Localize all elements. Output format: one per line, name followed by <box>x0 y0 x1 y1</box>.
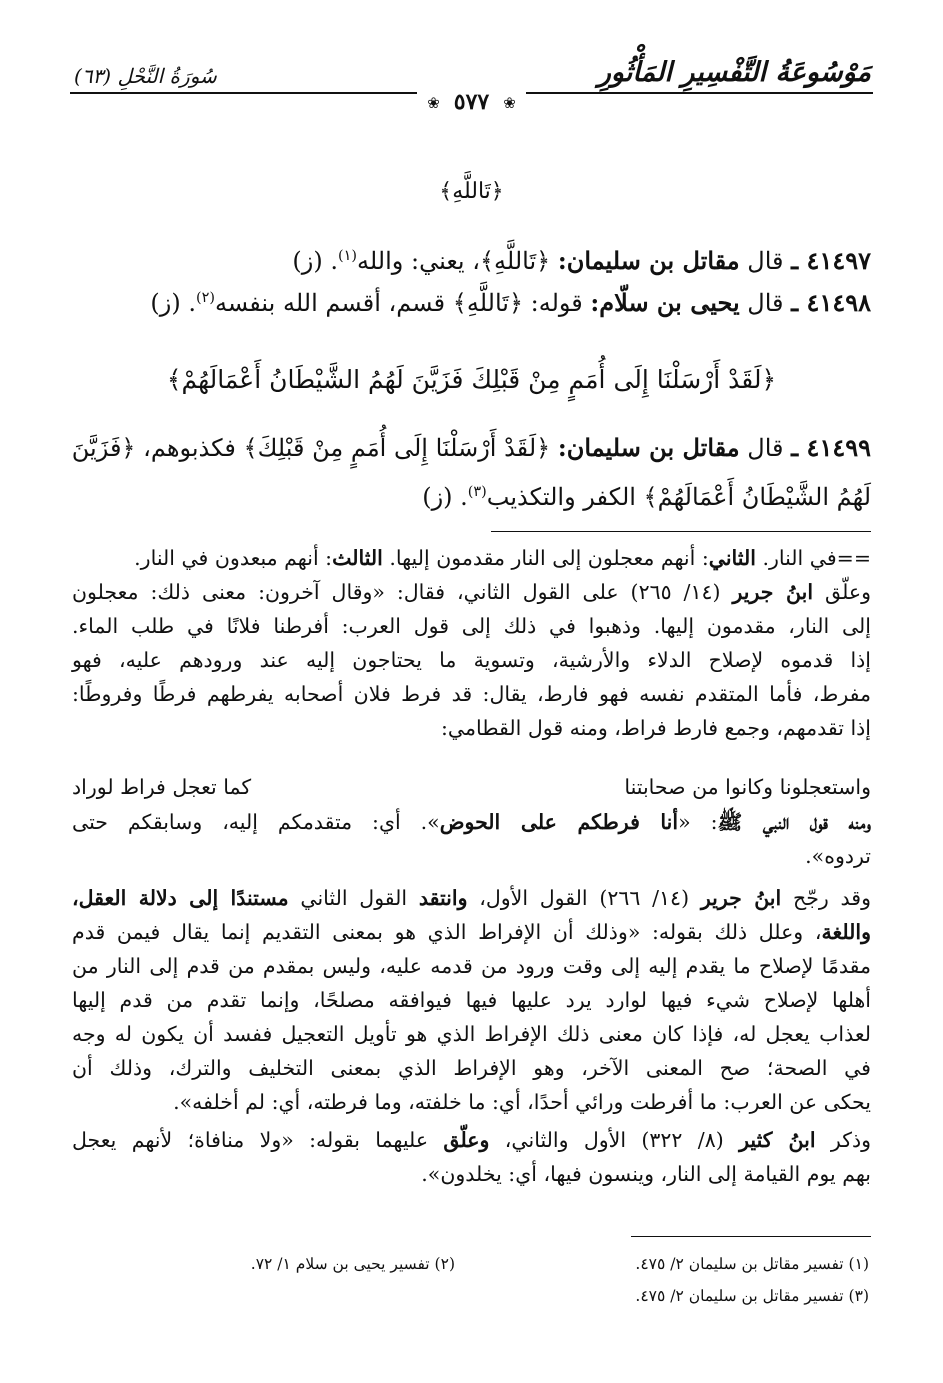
commentary-line: في الصحة؛ صح المعنى الآخر، وهو الإفراط الذي بمعنى التخليف والترك، وذلك أن <box>72 1056 871 1080</box>
entry-source-tag: . (ز) <box>150 289 196 317</box>
entry-text: لَهُمُ الشَّيْطَانُ أَعْمَالَهُمْ﴾ الكفر والتكذيب <box>486 483 871 511</box>
text-run-bold: وانتقد <box>418 886 468 910</box>
text-run: : أنهم معجلون إلى النار مقدمون إليها. <box>382 546 709 570</box>
footnote-separator <box>631 1236 871 1237</box>
text-run: ==في النار. <box>755 546 871 570</box>
page-number-block <box>0 88 943 117</box>
entry-text: ﴿لَقَدْ أَرْسَلْنَا إِلَى أُمَمٍ مِنْ قَبْلِكَ﴾ فكذبوهم، ﴿فَزَيَّنَ <box>71 434 551 462</box>
text-run: وقد رجّح <box>781 886 871 910</box>
entry-text: قوله: ﴿تَاللَّهِ﴾ قسم، أقسم الله بنفسه <box>214 289 583 317</box>
commentary-line <box>72 576 871 610</box>
narrator-name: مقاتل بن سليمان: <box>557 433 740 462</box>
commentary-line: تردوه». <box>805 844 871 868</box>
commentary-line: إذا قدموه لإصلاح الدلاء والأرشية، وتسوية ما يحتاجون إليه عند ورودهم عليه، فهو <box>72 648 871 672</box>
entry-source-tag: . (ز) <box>292 247 338 275</box>
text-run: (١٤/ ٢٦٦) القول الأول، <box>467 886 701 910</box>
text-run: وعلّق <box>813 580 871 604</box>
commentary-line: مفرط، فأما المتقدم نفسه فهو فارط، يقال: قد فرط فلان أصحابه يفرطهم فرطًا وفروطًا: <box>72 682 871 706</box>
commentary-separator <box>491 531 871 532</box>
text-run-bold: ابنُ جرير <box>700 886 782 910</box>
text-run: : « <box>678 810 718 834</box>
text-run-bold: واللغة <box>821 920 871 944</box>
text-run-bold: ابنُ كثير <box>739 1128 816 1152</box>
text-run-bold: مستندًا إلى دلالة العقل، <box>72 886 289 910</box>
entry-number: ٤١٤٩٧ ـ <box>791 246 871 275</box>
text-run-bold: وعلّق <box>443 1128 490 1152</box>
commentary-line <box>72 916 871 950</box>
entry-41499-line1 <box>72 428 871 468</box>
text-run-bold: ومنه قول النبي ﷺ <box>717 810 871 834</box>
poem-verse <box>72 770 871 804</box>
text-run: : أنهم مبعدون في النار. <box>134 546 333 570</box>
entry-said: قال <box>747 434 784 462</box>
narrator-name: مقاتل بن سليمان: <box>557 246 740 275</box>
text-run: ، وعلل ذلك بقوله: «وذلك أن الإفراط الذي هو بمعنى التقديم إنما يقال فيمن قدم <box>72 920 822 944</box>
entry-41498 <box>72 278 871 323</box>
ornament-left-icon: ❀ <box>417 89 450 117</box>
footnote-marker: (٢) <box>196 290 215 306</box>
footnote-2: (٢) تفسير يحيى بن سلام ١/ ٧٢. <box>250 1255 455 1273</box>
ayah-main: ﴿لَقَدْ أَرْسَلْنَا إِلَى أُمَمٍ مِنْ قَبْلِكَ فَزَيَّنَ لَهُمُ الشَّيْطَانُ أَعْمَالَهُمْ﴾ <box>166 365 777 394</box>
commentary-line <box>72 882 871 916</box>
entry-source-tag: . (ز) <box>422 483 468 511</box>
ayah-heading: ﴿تَاللَّهِ﴾ <box>439 179 504 204</box>
text-run: ». أي: متقدمكم إليه، وسابقكم حتى <box>72 810 440 834</box>
text-run-bold: الثاني <box>708 546 756 570</box>
commentary-line: إلى النار، مقدمون إليها. وذهبوا في ذلك إلى قول العرب: أفرطنا فلانًا في طلب الماء. <box>72 614 871 638</box>
commentary-line: يحكى عن العرب: ما أفرطت ورائي أحدًا، أي: ما خلفته، وما فرطته، أي: لم أخلفه». <box>173 1090 871 1114</box>
commentary-line: لعذاب يعجل له، فإذا كان معنى ذلك الإفراط الذي هو تأويل التعجيل ففسد أن يكون له وجه <box>72 1022 871 1046</box>
entry-said: قال <box>747 247 784 275</box>
entry-text: ﴿تَاللَّهِ﴾، يعني: والله <box>356 247 551 275</box>
text-run: القول الثاني <box>288 886 419 910</box>
text-run: (٨/ ٣٢٢) الأول والثاني، <box>489 1128 740 1152</box>
running-book-title: مَوْسُوعَةُ التَّفْسِيرِ المَأْثُورِ <box>597 57 871 88</box>
text-run-bold: أنا فرطكم على الحوض <box>439 810 679 834</box>
footnote-3: (٣) تفسير مقاتل بن سليمان ٢/ ٤٧٥. <box>635 1287 869 1305</box>
commentary-line: بهم يوم القيامة إلى النار، وينسون فيها، أي: يخلدون». <box>421 1162 871 1186</box>
text-run: (١٤/ ٢٦٥) على القول الثاني، فقال: «وقال آخرون: معنى ذلك: معجلون <box>72 580 733 604</box>
text-run-bold: ابنُ جرير <box>732 580 814 604</box>
poem-first-hemistich: واستعجلونا وكانوا من صحابتنا <box>624 775 871 799</box>
entry-said: قال <box>747 289 784 317</box>
ornament-right-icon: ❀ <box>493 89 526 117</box>
poem-second-hemistich: كما تعجل فراط لوراد <box>72 775 252 799</box>
entry-41499-line2 <box>72 472 871 517</box>
commentary-line <box>72 1124 871 1158</box>
running-surah-reference: سُورَةُ النَّحْلِ (٦٣) <box>74 64 217 88</box>
commentary-line: مقدمًا لإصلاح ما يقدم إليه إلى وقت ورود من قدمه عليه، وليس بمقدم من قدم إلى النار من <box>72 954 871 978</box>
text-run: وذكر <box>815 1128 871 1152</box>
footnote-marker: (٣) <box>467 484 487 500</box>
commentary-line: إذا تقدمهم، وجمع فارط فراط، ومنه قول القطامي: <box>441 716 871 740</box>
narrator-name: يحيى بن سلّام: <box>590 288 740 317</box>
commentary-line: أهلها لإصلاح شيء فيها لوارد يرد عليها فيها فيوافقه مصلحًا، وإنما تقدم من قدم إليها <box>72 988 871 1012</box>
footnote-marker: (١) <box>338 248 357 264</box>
text-run: عليهما بقوله: «ولا منافاة؛ لأنهم يعجل <box>72 1128 444 1152</box>
commentary-line <box>72 542 871 576</box>
commentary-line <box>72 806 871 840</box>
entry-number: ٤١٤٩٩ ـ <box>791 433 871 462</box>
footnote-1: (١) تفسير مقاتل بن سليمان ٢/ ٤٧٥. <box>635 1255 869 1273</box>
page-number: ٥٧٧ <box>450 88 493 116</box>
text-run-bold: الثالث <box>332 546 383 570</box>
entry-41497 <box>72 236 871 281</box>
entry-number: ٤١٤٩٨ ـ <box>791 288 871 317</box>
